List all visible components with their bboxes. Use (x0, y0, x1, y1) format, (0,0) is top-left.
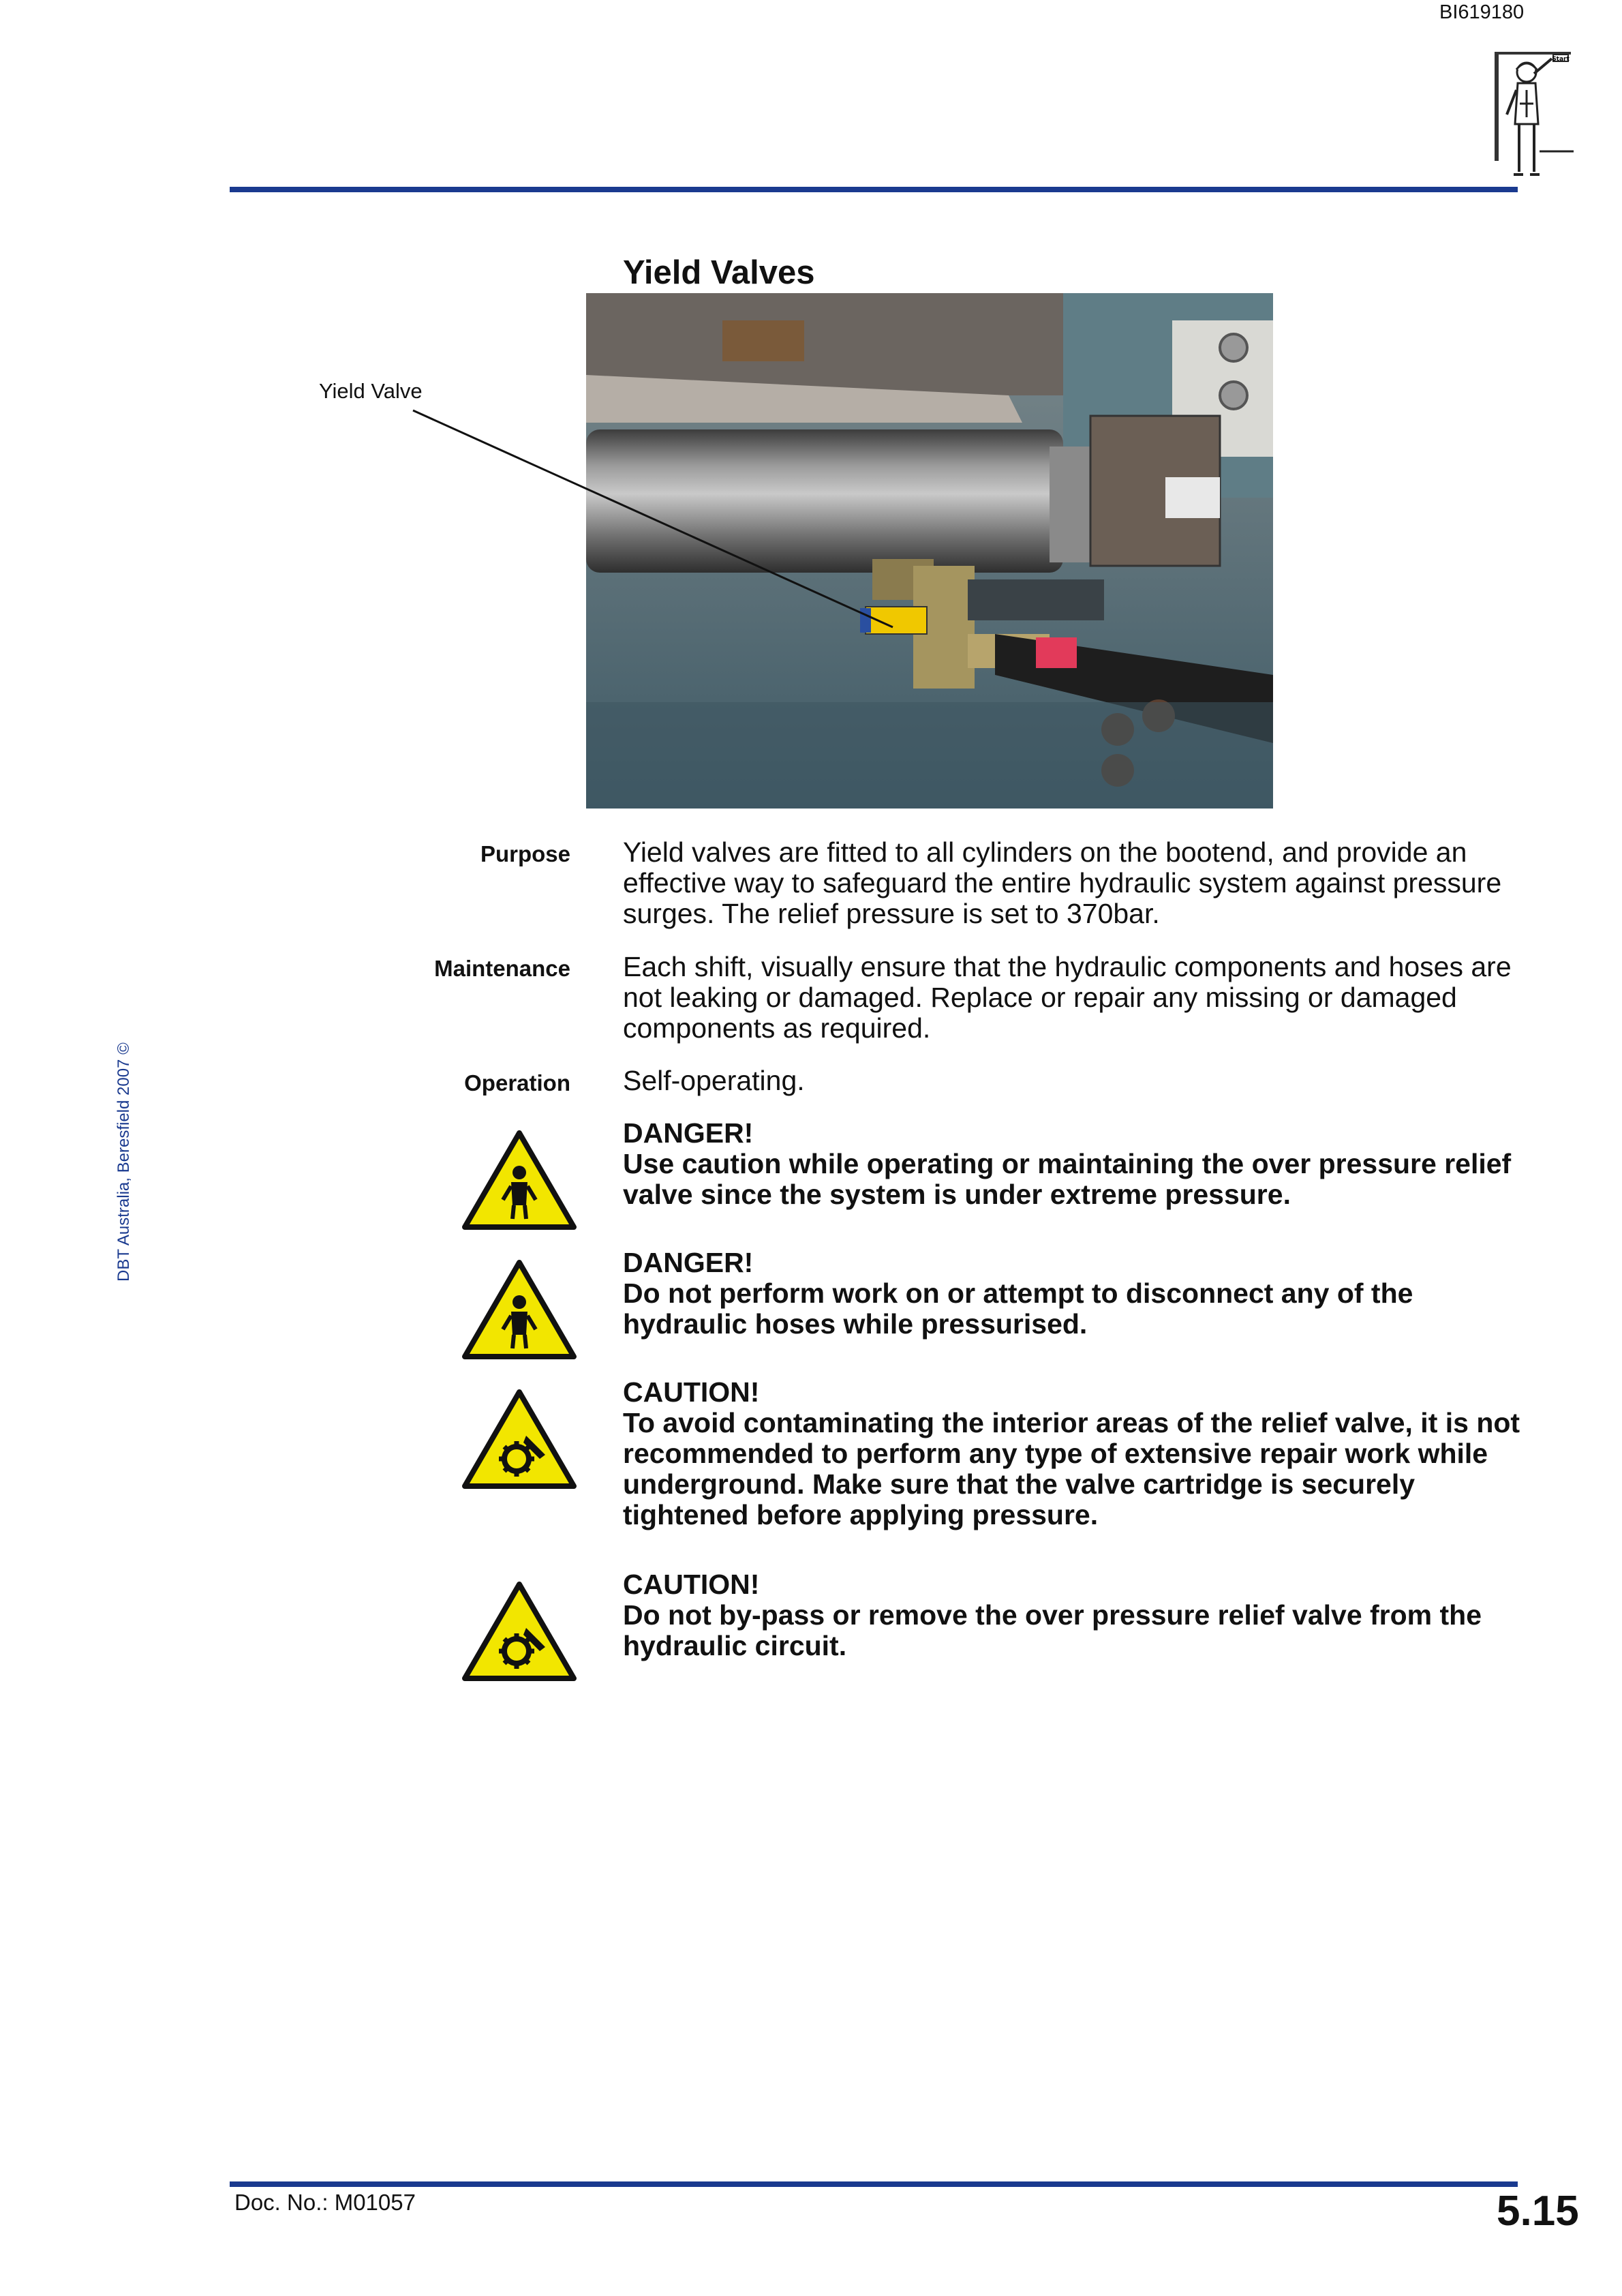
warning-block-4 (623, 1569, 1522, 1661)
page-number: 5.15 (1497, 2188, 1579, 2235)
warning-text: Do not by-pass or remove the over pressure relief valve from the hydraulic circuit. (623, 1599, 1482, 1661)
page-title: Yield Valves (623, 254, 815, 291)
warning-block-1 (623, 1118, 1522, 1210)
section-label-operation: Operation (464, 1070, 570, 1096)
warning-heading: DANGER! (623, 1247, 754, 1278)
section-text-operation: Self-operating. (623, 1065, 805, 1096)
warning-heading: DANGER! (623, 1117, 754, 1149)
caution-gear-icon (461, 1388, 578, 1490)
header-rule (230, 187, 1518, 192)
warning-text: Do not perform work on or attempt to disconnect any of the hydraulic hoses while pressurised. (623, 1278, 1413, 1340)
section-text-purpose: Yield valves are fitted to all cylinders on the bootend, and provide an effective way to safeguard the entire hydraulic system against pressure surges. The relief pressure is set to 370bar. (623, 836, 1502, 929)
warning-text: To avoid contaminating the interior areas of the relief valve, it is not recommended to perform any type of extensive repair work while underground. Make sure that the valve cartridge is securely tightened before applying pressure. (623, 1407, 1520, 1530)
warning-block-3 (623, 1377, 1522, 1530)
section-label-purpose: Purpose (480, 841, 570, 866)
document-id: BI619180 (1439, 1, 1525, 23)
footer-doc-number: Doc. No.: M01057 (234, 2190, 416, 2215)
footer-rule (230, 2181, 1518, 2187)
side-copyright: DBT Australia, Beresfield 2007 © (114, 1042, 133, 1282)
danger-person-icon (461, 1129, 578, 1231)
section-label-maintenance: Maintenance (434, 956, 570, 981)
warning-heading: CAUTION! (623, 1376, 760, 1408)
yield-valve-photo (586, 293, 1273, 809)
start-worker-logo-icon (1489, 49, 1578, 185)
danger-person-icon (461, 1258, 578, 1361)
start-badge: Start (1552, 56, 1570, 63)
callout-label: Yield Valve (319, 379, 423, 403)
section-text-maintenance: Each shift, visually ensure that the hydraulic components and hoses are not leaking or damaged. Replace or repair any missing or damaged components as required. (623, 951, 1512, 1044)
warning-text: Use caution while operating or maintaining the over pressure relief valve since the system is under extreme pressure. (623, 1148, 1512, 1210)
caution-gear-icon (461, 1580, 578, 1682)
warning-block-2 (623, 1248, 1522, 1340)
warning-heading: CAUTION! (623, 1569, 760, 1600)
